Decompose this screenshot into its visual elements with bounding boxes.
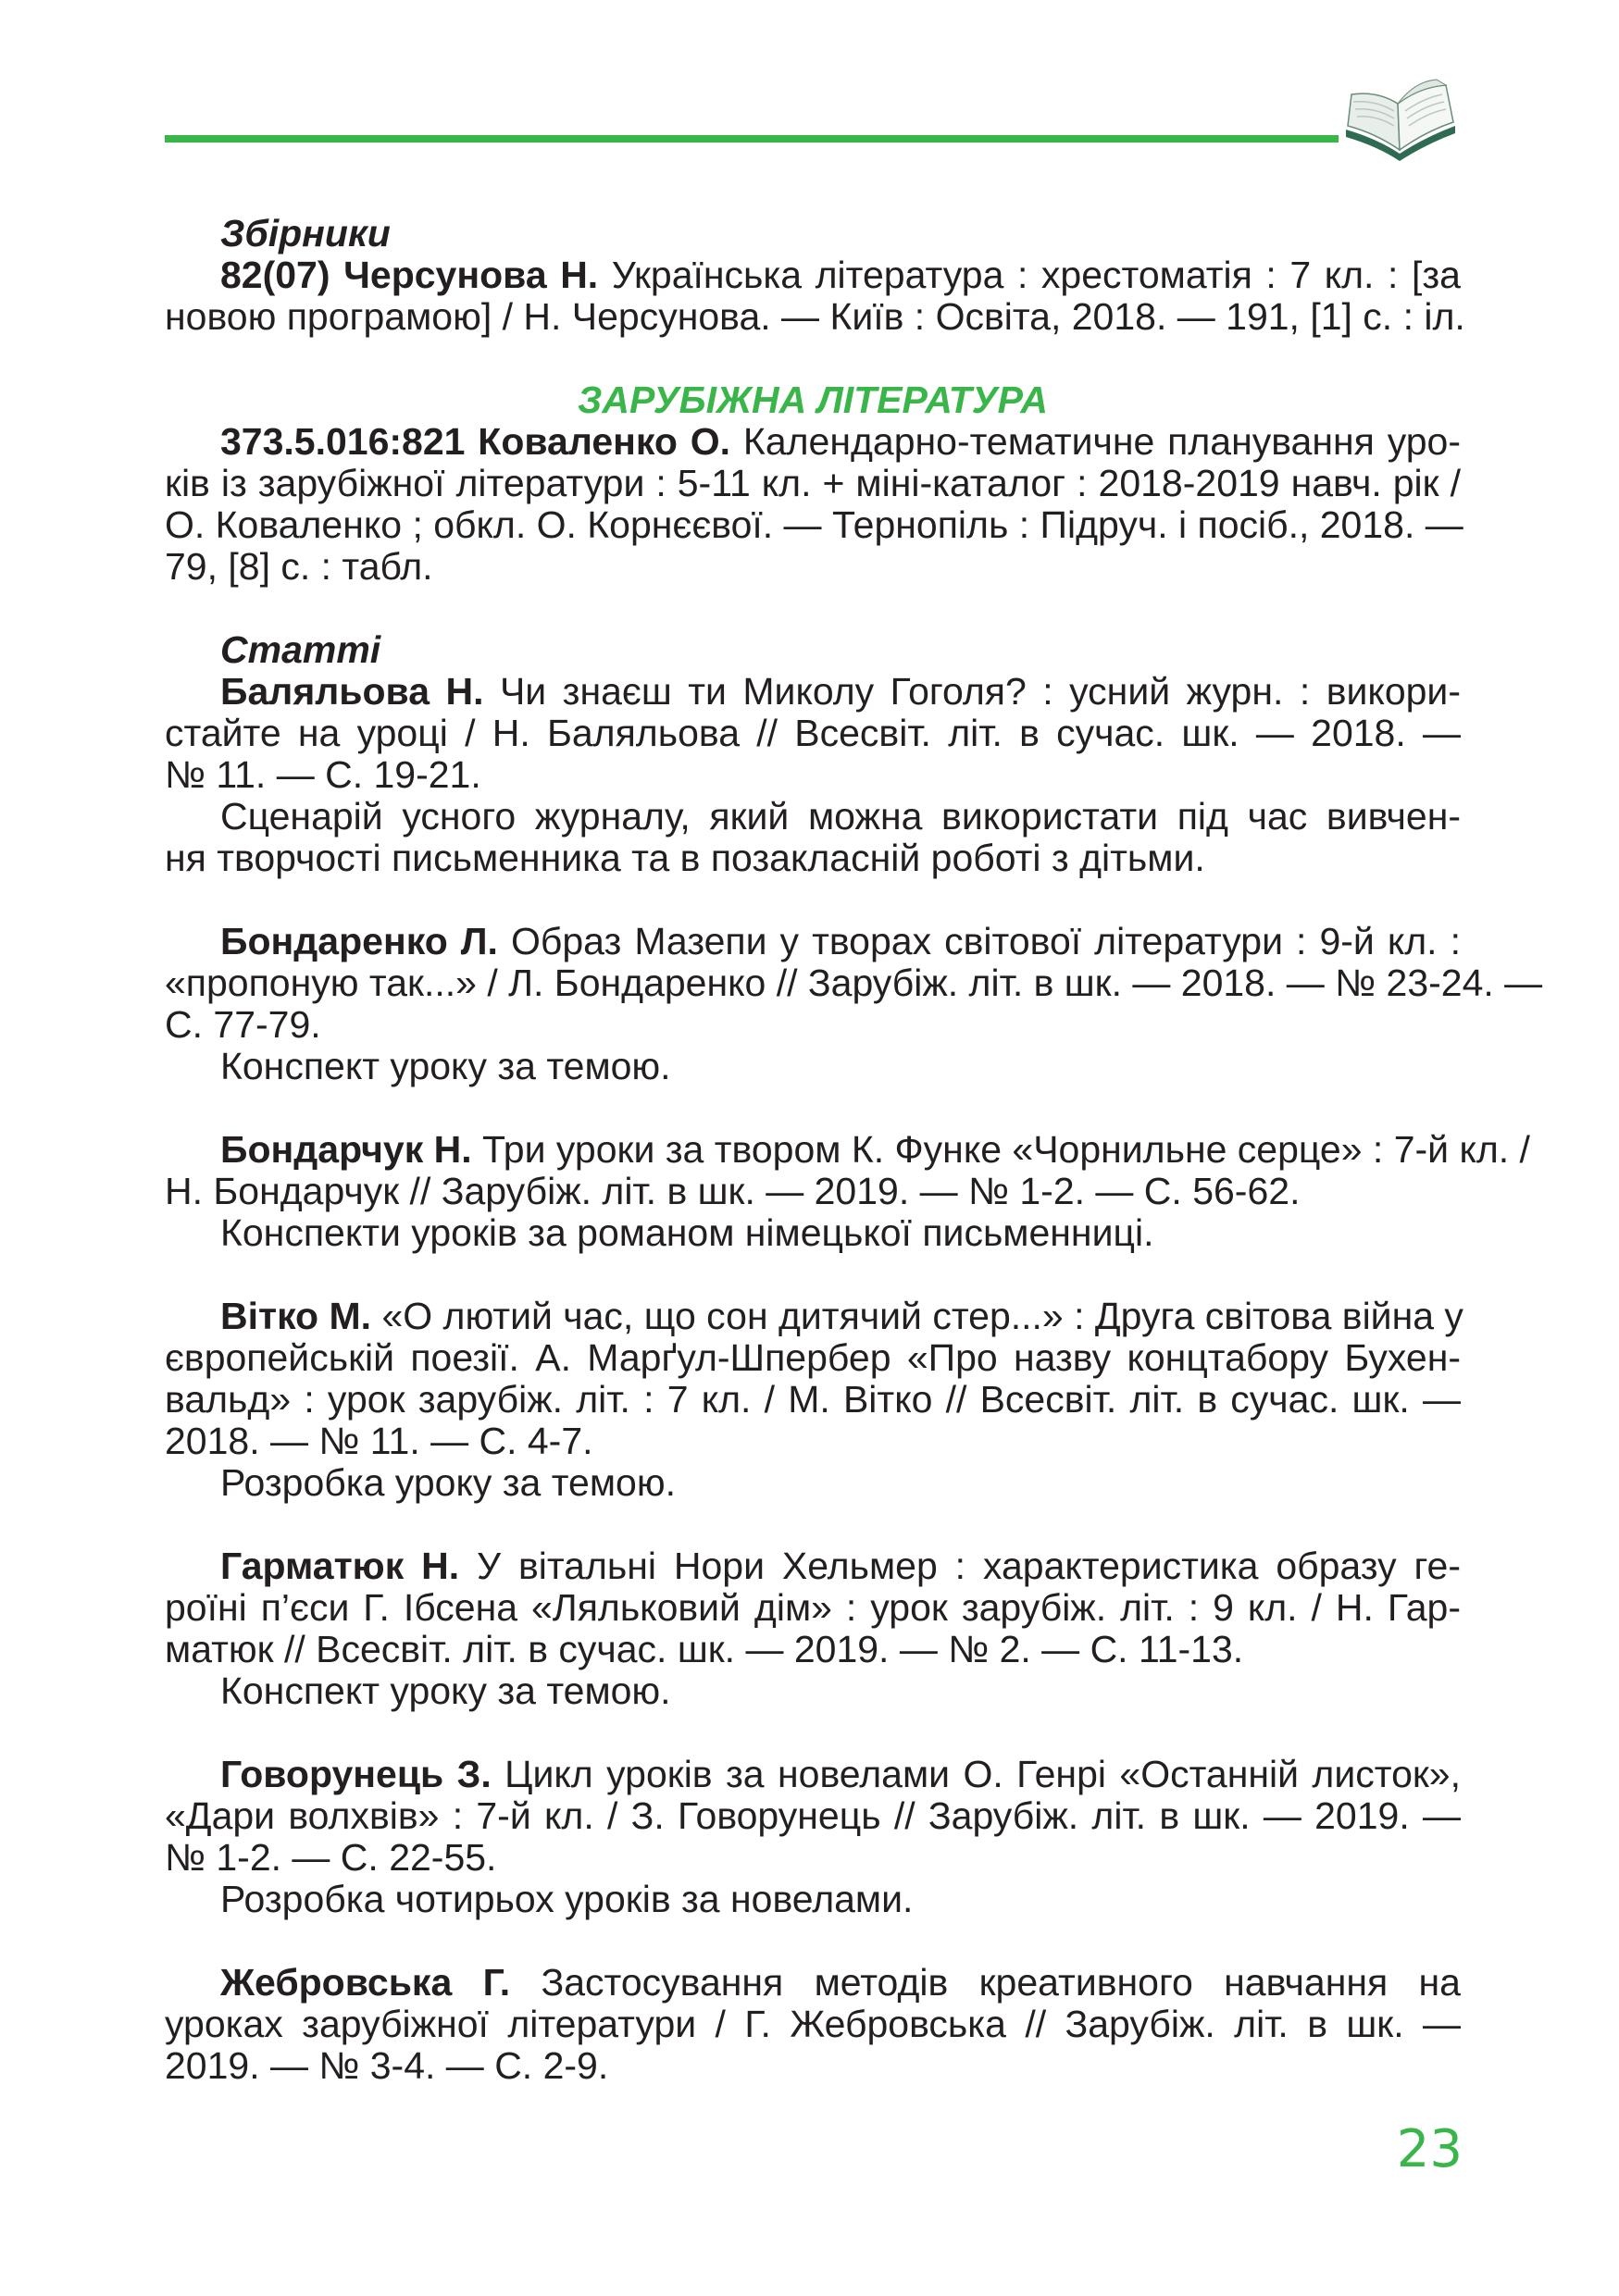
annotation: Сценарій усного журналу, який можна використати під час вивчен- <box>220 795 1461 838</box>
annotation: ня творчості письменника та в позакласній роботі з дітьми. <box>165 837 1205 879</box>
annotation: Розробка чотирьох уроків за новелами. <box>220 1878 914 1920</box>
annotation: Конспект уроку за темою. <box>220 1045 671 1087</box>
entry-kovalenko: 373.5.016:821 Коваленко О. Календарно-тематичне планування уро- ків із зарубіжної літератури : 5-11 кл. + міні-каталог : 2018-2019 навч. рік / О. Коваленко ; обкл. О. Корнєєвої. — Тернопіль : Підруч. і посіб., 2018. — 79, [8] с. : табл. <box>165 420 1463 588</box>
annotation: Конспект уроку за темою. <box>220 1669 671 1712</box>
annotation: Розробка уроку за темою. <box>220 1461 676 1504</box>
entry-hovorunets: Говорунець З. Цикл уроків за новелами О. Генрі «Останній листок», «Дари волхвів» : 7-й кл. / З. Говорунець // Зарубіж. літ. в шк. — 2019. — № 1-2. — С. 22-55. Розробка чотирьох уроків за новелами. <box>165 1753 1462 1920</box>
section-heading-collections: Збірники <box>220 212 391 254</box>
entry-vitko: Вітко М. «О лютий час, що сон дитячий стер...» : Друга світова війна у європейській поезії. А. Марґул-Шпербер «Про назву концтабору Бухен- вальд» : урок зарубіж. літ. : 7 кл. / М. Вітко // Всесвіт. літ. в сучас. шк. — 2018. — № 11. — С. 4-7. Розробка уроку за темою. <box>165 1295 1463 1504</box>
page-number: 23 <box>1396 2119 1463 2179</box>
entry-bondarchuk: Бондарчук Н. Три уроки за твором К. Функе «Чорнильне серце» : 7-й кл. / Н. Бондарчук // Зарубіж. літ. в шк. — 2019. — № 1-2. — С. 56-62. Конспекти уроків за романом німецької письменниці. <box>165 1128 1530 1254</box>
entry-harmatiuk: Гарматюк Н. У вітальні Нори Хельмер : характеристика образу ге- роїні п’єси Г. Ібсена «Ляльковий дім» : урок зарубіж. літ. : 9 кл. / Н. Гар- матюк // Всесвіт. літ. в сучас. шк. — 2019. — № 2. — С. 11-13. Конспект уроку за темою. <box>165 1545 1461 1712</box>
section-heading-foreign-literature: ЗАРУБІЖНА ЛІТЕРАТУРА <box>578 379 1048 421</box>
open-book-icon <box>1340 72 1461 165</box>
top-green-rule <box>165 135 1339 143</box>
bibliography-content <box>165 212 1543 2087</box>
entry-chersunova: 82(07) Черсунова Н. Українська література : хрестоматія : 7 кл. : [за новою програмою] / Н. Черсунова. — Київ : Освіта, 2018. — 191, [1] с. : іл. <box>165 254 1465 338</box>
entry-balialova: Баляльова Н. Чи знаєш ти Миколу Гоголя? : усний журн. : викори- стайте на уроці / Н. Баляльова // Всесвіт. літ. в сучас. шк. — 2018. — № 11. — С. 19-21. Сценарій усного журналу, який можна використати під час вивчен- ня творчості письменника та в позакласній роботі з дітьми. <box>165 670 1461 879</box>
section-heading-articles: Статті <box>220 628 381 671</box>
annotation: Конспекти уроків за романом німецької письменниці. <box>220 1211 1154 1254</box>
entry-bondarenko: Бондаренко Л. Образ Мазепи у творах світової літератури : 9-й кл. : «пропоную так...» / Л. Бондаренко // Зарубіж. літ. в шк. — 2018. — № 23-24. — С. 77-79. Конспект уроку за темою. <box>165 920 1543 1087</box>
entry-zhebrovska: Жебровська Г. Застосування методів креативного навчання на уроках зарубіжної літератури / Г. Жебровська // Зарубіж. літ. в шк. — 2019. — № 3-4. — С. 2-9. <box>165 1961 1461 2087</box>
